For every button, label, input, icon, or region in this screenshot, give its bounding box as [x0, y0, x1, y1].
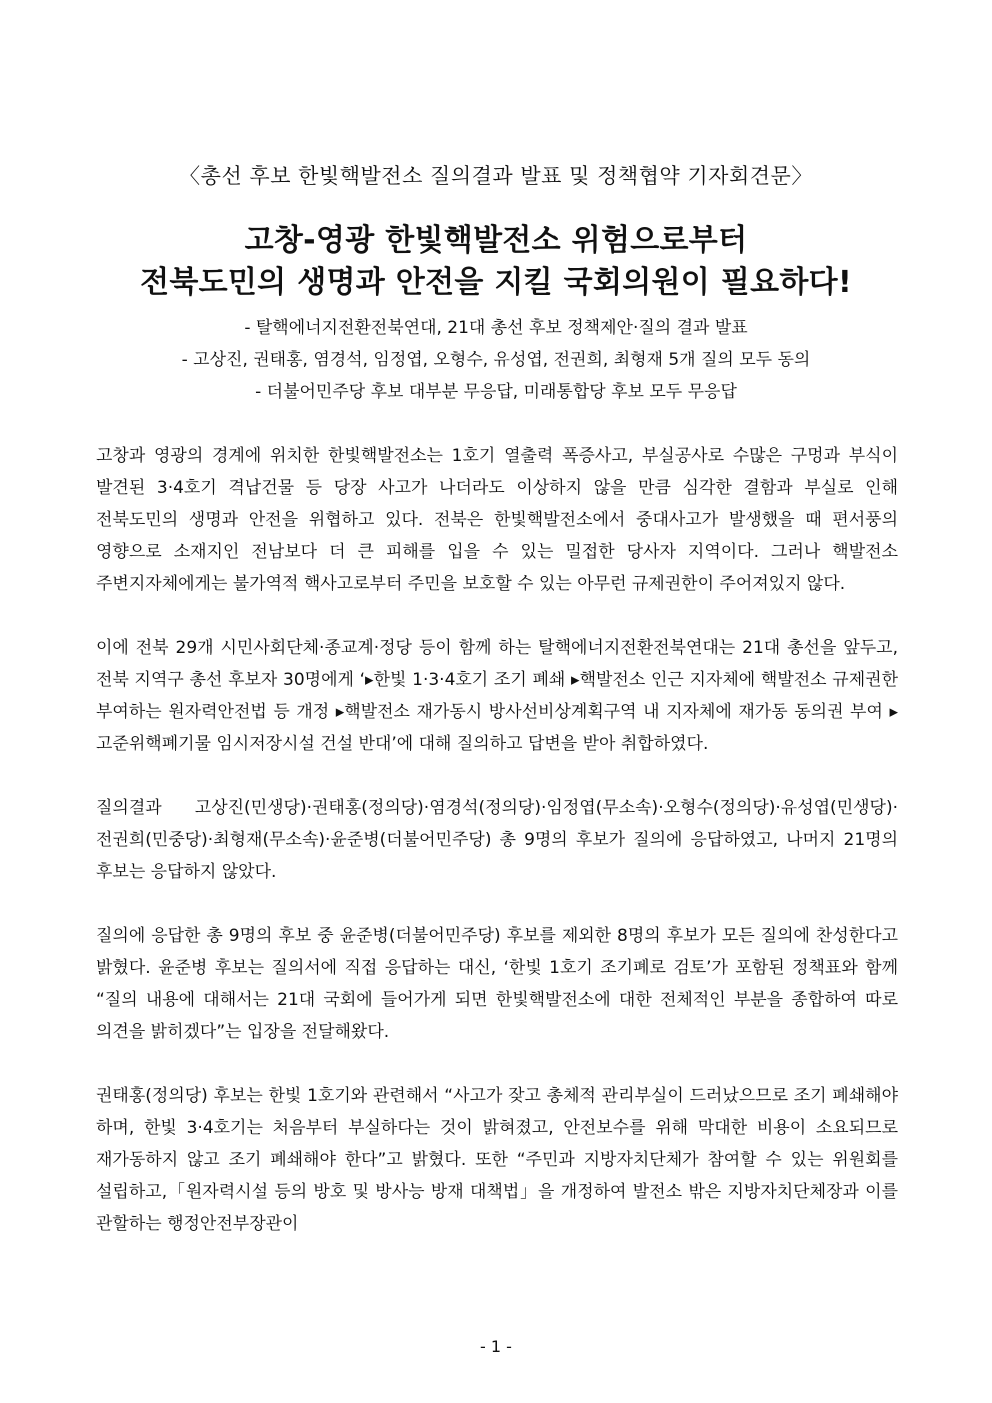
- paragraph-1: 고창과 영광의 경계에 위치한 한빛핵발전소는 1호기 열출력 폭증사고, 부실공사로 수많은 구멍과 부식이 발견된 3·4호기 격납건물 등 당장 사고가 나더라도 이상하지 않을 만큼 심각한 결함과 부실로 인해 전북도민의 생명과 안전을 위협하고 있다. 전북은 한빛핵발전소에서 중대사고가 발생했을 때 편서풍의 영향으로 소재지인 전남보다 더 큰 피해를 입을 수 있는 밀접한 당사자 지역이다. 그러나 핵발전소 주변지자체에게는 불가역적 핵사고로부터 주민을 보호할 수 있는 아무런 규제권한이 주어져있지 않다.: [96, 446, 898, 594]
- paragraph-5: 권태홍(정의당) 후보는 한빛 1호기와 관련해서 “사고가 잦고 총체적 관리부실이 드러났으므로 조기 폐쇄해야 하며, 한빛 3·4호기는 처음부터 부실하다는 것이 밝혀졌고, 안전보수를 위해 막대한 비용이 소요되므로 재가동하지 않고 조기 폐쇄해야 한다”고 밝혔다. 또한 “주민과 지방자치단체가 참여할 수 있는 위원회를 설립하고,「원자력시설 등의 방호 및 방사능 방재 대책법」을 개정하여 발전소 밖은 지방자치단체장과 이를 관할하는 행정안전부장관이: [96, 1086, 898, 1234]
- subhead-2: - 고상진, 권태홍, 염경석, 임정엽, 오형수, 유성엽, 전권희, 최형재 5개 질의 모두 동의: [181, 350, 811, 370]
- document-kicker: 〈총선 후보 한빛핵발전소 질의결과 발표 및 정책협약 기자회견문〉: [179, 164, 813, 188]
- subheads: [0, 312, 992, 408]
- page-number: - 1 -: [480, 1337, 512, 1356]
- paragraph-2: 이에 전북 29개 시민사회단체·종교계·정당 등이 함께 하는 탈핵에너지전환전북연대는 21대 총선을 앞두고, 전북 지역구 총선 후보자 30명에게 ‘▸한빛 1·3·4호기 조기 폐쇄 ▸핵발전소 인근 지자체에 핵발전소 규제권한 부여하는 원자력안전법 등 개정 ▸핵발전소 재가동시 방사선비상계획구역 내 지자체에 재가동 동의권 부여 ▸고준위핵폐기물 임시저장시설 건설 반대’에 대해 질의하고 답변을 받아 취합하였다.: [96, 638, 898, 754]
- subhead-1: - 탈핵에너지전환전북연대, 21대 총선 후보 정책제안·질의 결과 발표: [244, 318, 748, 338]
- paragraph-4: 질의에 응답한 총 9명의 후보 중 윤준병(더불어민주당) 후보를 제외한 8명의 후보가 모든 질의에 찬성한다고 밝혔다. 윤준병 후보는 질의서에 직접 응답하는 대신, ‘한빛 1호기 조기폐로 검토’가 포함된 정책표와 함께 “질의 내용에 대해서는 21대 국회에 들어가게 되면 한빛핵발전소에 대한 전체적인 부분을 종합하여 따로 의견을 밝히겠다”는 입장을 전달해왔다.: [96, 926, 898, 1042]
- headline-line-1: 고창-영광 한빛핵발전소 위험으로부터: [244, 223, 748, 258]
- headline-line-2: 전북도민의 생명과 안전을 지킬 국회의원이 필요하다!: [140, 265, 852, 300]
- body-text: [96, 440, 898, 1272]
- subhead-3: - 더불어민주당 후보 대부분 무응답, 미래통합당 후보 모두 무응답: [255, 382, 737, 402]
- paragraph-3: 질의결과 고상진(민생당)·권태홍(정의당)·염경석(정의당)·임정엽(무소속)·오형수(정의당)·유성엽(민생당)·전권희(민중당)·최형재(무소속)·윤준병(더불어민주당) 총 9명의 후보가 질의에 응답하였고, 나머지 21명의 후보는 응답하지 않았다.: [96, 798, 898, 882]
